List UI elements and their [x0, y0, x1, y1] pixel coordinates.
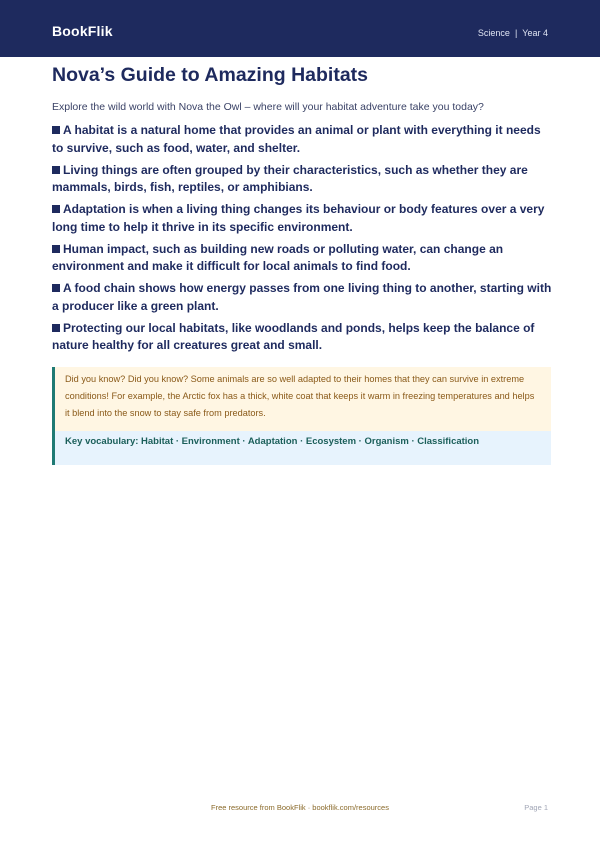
key-vocabulary: Key vocabulary: Habitat · Environment · Adaptation · Ecosystem · Organism · Classification	[55, 431, 551, 465]
key-point	[52, 320, 552, 355]
subject-label: Science	[477, 28, 510, 38]
year-label: Year 4	[522, 28, 548, 38]
footer-link[interactable]: Free resource from BookFlik · bookflik.com/resources	[211, 803, 389, 812]
key-point	[52, 280, 552, 315]
bullet-square-icon	[52, 245, 60, 253]
info-callout	[52, 367, 551, 465]
bullet-square-icon	[52, 126, 60, 134]
intro-text: Explore the wild world with Nova the Owl – where will your habitat adventure take you today?	[52, 101, 484, 113]
header-meta	[478, 28, 548, 38]
bullet-square-icon	[52, 324, 60, 332]
key-point-text: A habitat is a natural home that provides an animal or plant with everything it needs to survive, such as food, water, and shelter.	[52, 123, 541, 155]
bullet-square-icon	[52, 205, 60, 213]
meta-separator: |	[514, 28, 518, 38]
key-point-text: Living things are often grouped by their characteristics, such as whether they are mammals, birds, fish, reptiles, or amphibians.	[52, 162, 528, 194]
key-point-text: Protecting our local habitats, like woodlands and ponds, helps keep the balance of nature healthy for all creatures great and small.	[52, 320, 535, 352]
key-point	[52, 201, 552, 236]
key-point	[52, 241, 552, 276]
key-points-list	[52, 122, 552, 359]
key-point	[52, 162, 552, 197]
page-header	[0, 0, 600, 57]
key-point-text: Adaptation is when a living thing changes its behaviour or body features over a very long time to help it thrive in its specific environment.	[52, 202, 545, 234]
key-point-text: A food chain shows how energy passes from one living thing to another, starting with a producer like a green plant.	[52, 281, 552, 313]
key-point-text: Human impact, such as building new roads or polluting water, can change an environment and make it difficult for local animals to find food.	[52, 241, 504, 273]
page-number: Page 1	[524, 803, 548, 812]
page-title: Nova’s Guide to Amazing Habitats	[52, 64, 369, 86]
did-you-know-box	[55, 367, 551, 431]
bullet-square-icon	[52, 166, 60, 174]
did-you-know-text: Did you know? Did you know? Some animals are so well adapted to their homes that they can survive in extreme conditions! For example, the Arctic fox has a thick, white coat that keeps it warm in freezing temperatures and helps it blend into the snow to stay safe from predators.	[55, 367, 551, 422]
bullet-square-icon	[52, 284, 60, 292]
key-point	[52, 122, 552, 157]
brand-logo[interactable]: BookFlik	[52, 23, 113, 39]
